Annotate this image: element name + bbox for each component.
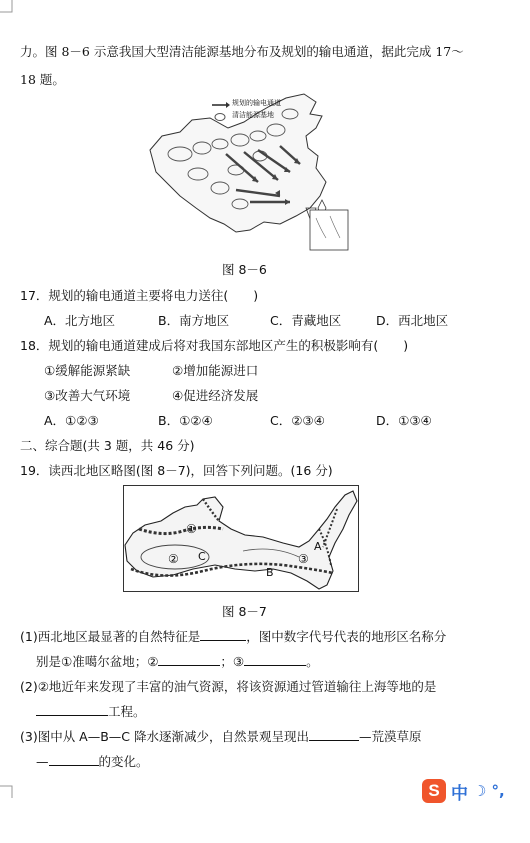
map-label-2: ② — [168, 552, 179, 566]
q19-part-3-line-2: — 的变化。 — [36, 754, 149, 769]
map-label-c: C — [198, 550, 206, 563]
q18-item-3: ③改善大气环境 — [44, 388, 131, 403]
intro-line-1: 力。图 8－6 示意我国大型清洁能源基地分布及规划的输电通道，据此完成 17～ — [20, 44, 464, 59]
map-label-1: ① — [186, 522, 197, 536]
intro-line-2: 18 题。 — [20, 72, 65, 87]
figure-7-caption: 图 8－7 — [222, 604, 267, 619]
q18-item-1: ①缓解能源紧缺 — [44, 363, 131, 378]
map-label-b: B — [266, 566, 274, 579]
q19-stem: 19．读西北地区略图(图 8－7)，回答下列问题。(16 分) — [20, 463, 333, 478]
half-width-moon-icon[interactable]: ☽ — [473, 782, 487, 800]
answer-blank-3[interactable] — [244, 653, 306, 666]
punctuation-mode-toggle[interactable]: °, — [491, 782, 505, 800]
q17-option-d: D．西北地区 — [376, 313, 449, 328]
q19-part-1-line-1: (1)西北地区最显著的自然特征是 ，图中数字代号代表的地形区名称分 — [20, 629, 447, 644]
answer-blank-1[interactable] — [200, 628, 246, 641]
q18-option-a: A．①②③ — [44, 413, 99, 428]
q17-option-a: A．北方地区 — [44, 313, 116, 328]
answer-blank-2[interactable] — [158, 653, 220, 666]
map-label-3: ③ — [298, 552, 309, 566]
legend-base-label: 清洁能源基地 — [232, 111, 274, 119]
section-2-title: 二、综合题(共 3 题，共 46 分) — [20, 438, 195, 453]
q19-part-2-line-2: 工程。 — [36, 702, 146, 720]
q17-option-c: C．青藏地区 — [270, 313, 342, 328]
q18-item-4: ④促进经济发展 — [172, 388, 259, 403]
sogou-logo-icon[interactable]: S — [422, 779, 446, 803]
ime-toolbar[interactable] — [422, 778, 530, 804]
figure-6-caption: 图 8－6 — [222, 262, 267, 277]
q18-option-b: B．①②④ — [158, 413, 213, 428]
map-label-a: A — [314, 540, 322, 553]
q18-stem: 18．规划的输电通道建成后将对我国东部地区产生的积极影响有( ) — [20, 338, 409, 353]
corner-mark-bottom-left — [0, 784, 14, 798]
answer-blank-5[interactable] — [309, 728, 359, 741]
q19-part-3-line-1: (3)图中从 A—B—C 降水逐渐减少，自然景观呈现出 —荒漠草原 — [20, 729, 422, 744]
corner-mark-top-left — [0, 0, 14, 14]
northwest-china-map — [123, 485, 359, 592]
q18-option-d: D．①③④ — [376, 413, 432, 428]
answer-blank-4[interactable] — [36, 703, 108, 716]
map-legend — [212, 102, 230, 121]
q18-option-c: C．②③④ — [270, 413, 325, 428]
language-mode-toggle[interactable]: 中 — [451, 783, 468, 804]
q19-part-1-line-2: 别是①准噶尔盆地；② ；③ 。 — [36, 654, 319, 669]
q18-item-2: ②增加能源进口 — [172, 363, 259, 378]
q19-part-2-line-1: (2)②地近年来发现了丰富的油气资源，将该资源通过管道输往上海等地的是 — [20, 679, 437, 694]
legend-channel-label: 规划的输电通道 — [232, 99, 281, 107]
answer-blank-6[interactable] — [49, 753, 99, 766]
q17-option-b: B．南方地区 — [158, 313, 230, 328]
q17-stem: 17．规划的输电通道主要将电力送往( ) — [20, 288, 259, 303]
south-china-sea-inset — [310, 210, 348, 250]
